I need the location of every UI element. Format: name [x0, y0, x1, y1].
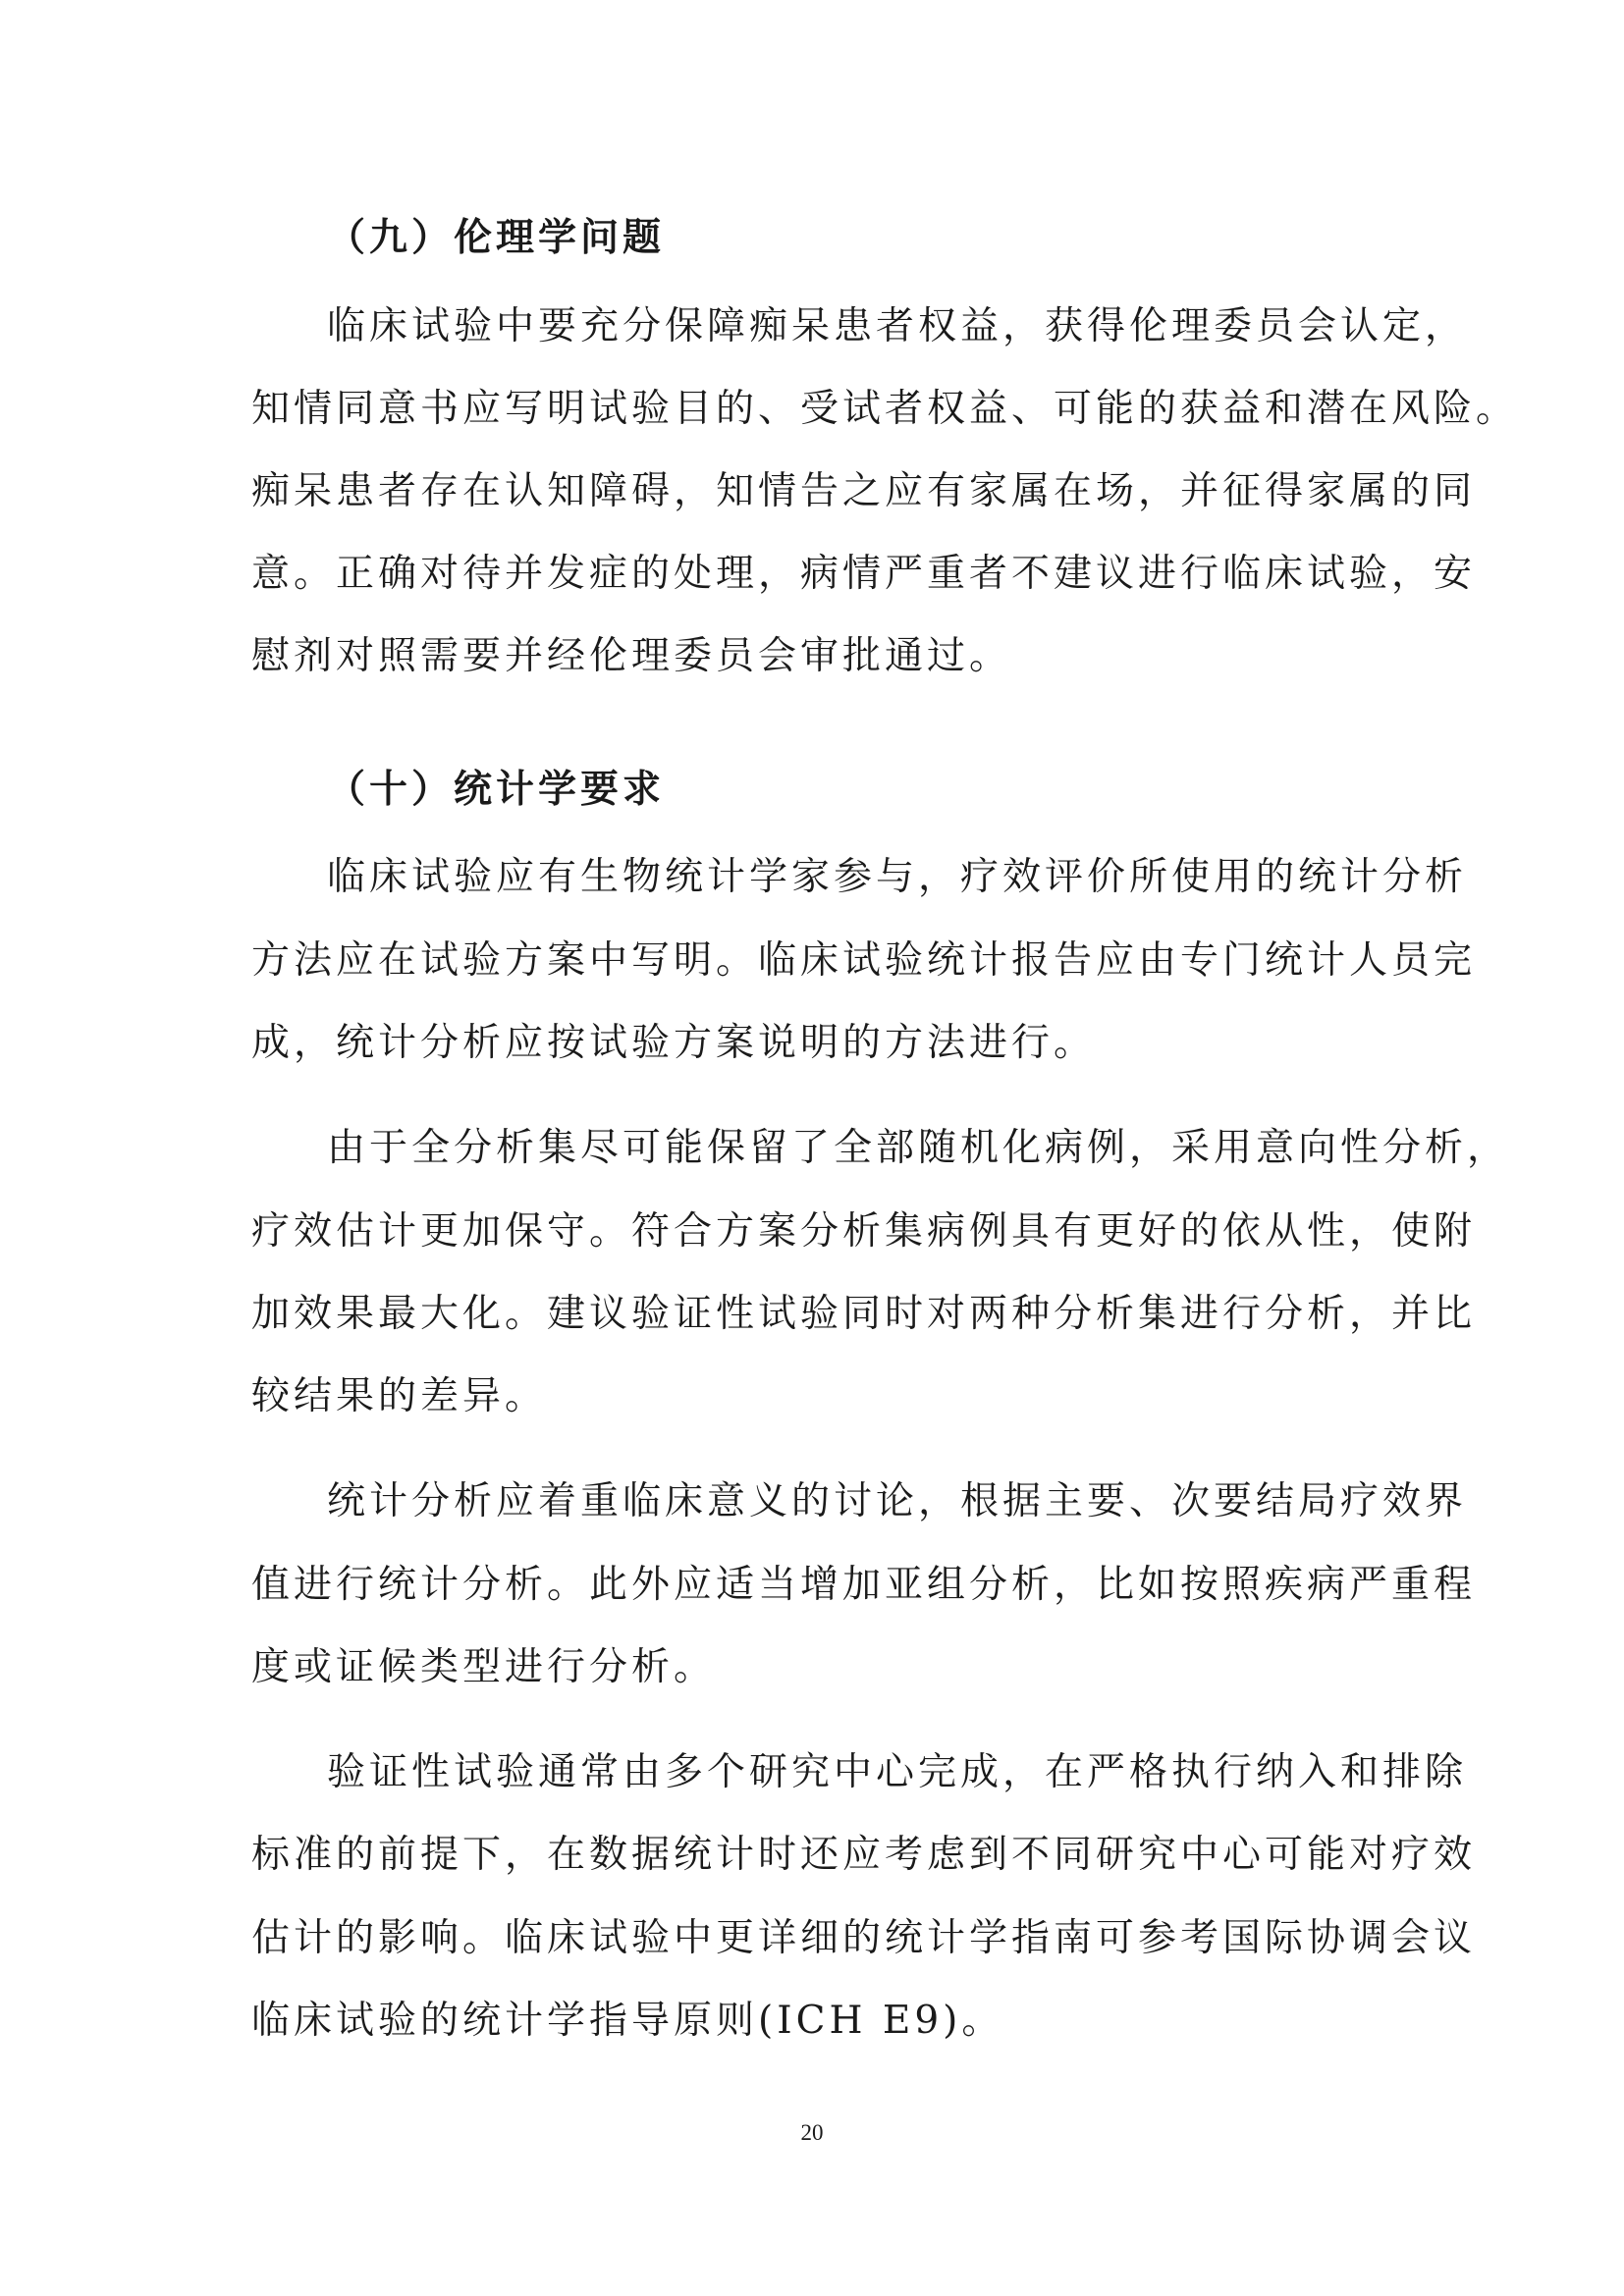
paragraph-line: 临床试验的统计学指导原则(ICH E9)。 [251, 1999, 1004, 2043]
paragraph-line: 估计的影响。临床试验中更详细的统计学指南可参考国际协调会议 [251, 1916, 1477, 1960]
section-heading-statistics: （十）统计学要求 [327, 767, 666, 812]
section-heading-ethics: （九）伦理学问题 [327, 215, 666, 260]
paragraph-line: 疗效估计更加保守。符合方案分析集病例具有更好的依从性，使附 [251, 1209, 1477, 1254]
paragraph-line: 意。正确对待并发症的处理，病情严重者不建议进行临床试验，安 [251, 552, 1477, 596]
paragraph-line: 慰剂对照需要并经伦理委员会审批通过。 [251, 634, 1012, 678]
page-number: 20 [800, 2120, 824, 2145]
paragraph-line: 较结果的差异。 [251, 1374, 548, 1418]
paragraph-line: 临床试验中要充分保障痴呆患者权益，获得伦理委员会认定， [327, 304, 1468, 348]
paragraph-line: 验证性试验通常由多个研究中心完成，在严格执行纳入和排除 [327, 1750, 1468, 1794]
paragraph-line: 成，统计分析应按试验方案说明的方法进行。 [251, 1021, 1097, 1065]
paragraph-line: 加效果最大化。建议验证性试验同时对两种分析集进行分析，并比 [251, 1292, 1477, 1336]
paragraph-line: 标准的前提下，在数据统计时还应考虑到不同研究中心可能对疗效 [251, 1833, 1477, 1877]
paragraph-line: 度或证候类型进行分析。 [251, 1645, 717, 1689]
paragraph-line: 值进行统计分析。此外应适当增加亚组分析，比如按照疾病严重程 [251, 1563, 1477, 1607]
paragraph-line: 临床试验应有生物统计学家参与，疗效评价所使用的统计分析 [327, 855, 1468, 899]
paragraph-line: 方法应在试验方案中写明。临床试验统计报告应由专门统计人员完 [251, 938, 1477, 983]
paragraph-line: 痴呆患者存在认知障碍，知情告之应有家属在场，并征得家属的同 [251, 469, 1477, 513]
paragraph-line: 知情同意书应写明试验目的、受试者权益、可能的获益和潜在风险。 [251, 387, 1519, 431]
paragraph-line: 由于全分析集尽可能保留了全部随机化病例，采用意向性分析， [327, 1126, 1510, 1170]
paragraph-line: 统计分析应着重临床意义的讨论，根据主要、次要结局疗效界 [327, 1479, 1468, 1523]
